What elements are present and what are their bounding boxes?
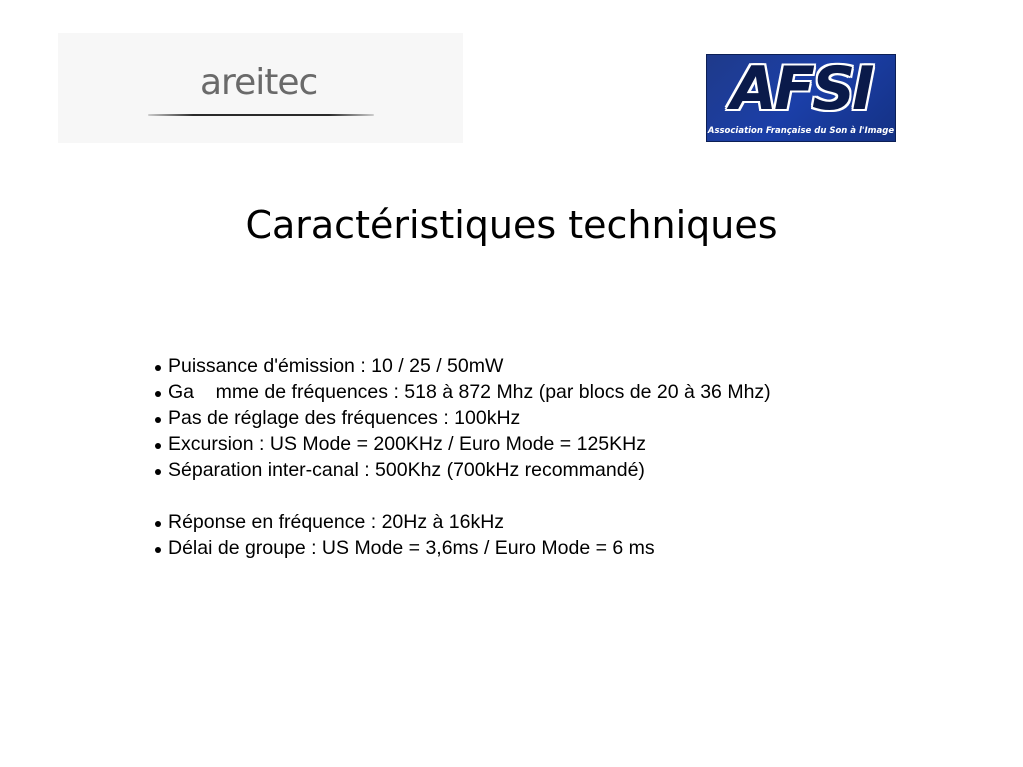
afsi-logo (706, 54, 896, 142)
list-item: Ga mme de fréquences : 518 à 872 Mhz (par blocs de 20 à 36 Mhz) (155, 379, 771, 405)
list-item: Excursion : US Mode = 200KHz / Euro Mode = 125KHz (155, 431, 771, 457)
afsi-logo-subtitle: Association Française du Son à l'Image (707, 126, 895, 136)
spec-list (155, 353, 771, 561)
areitec-logo-underline (148, 114, 374, 116)
list-item: Délai de groupe : US Mode = 3,6ms / Euro Mode = 6 ms (155, 535, 771, 561)
list-item: Pas de réglage des fréquences : 100kHz (155, 405, 771, 431)
list-spacer (155, 483, 771, 509)
list-item: Réponse en fréquence : 20Hz à 16kHz (155, 509, 771, 535)
areitec-logo-text: areitec (200, 62, 318, 103)
slide-title: Caractéristiques techniques (245, 203, 778, 247)
list-item: Séparation inter-canal : 500Khz (700kHz recommandé) (155, 457, 771, 483)
list-item: Puissance d'émission : 10 / 25 / 50mW (155, 353, 771, 379)
areitec-logo (58, 33, 463, 143)
afsi-logo-mark: AFSI (730, 54, 872, 124)
